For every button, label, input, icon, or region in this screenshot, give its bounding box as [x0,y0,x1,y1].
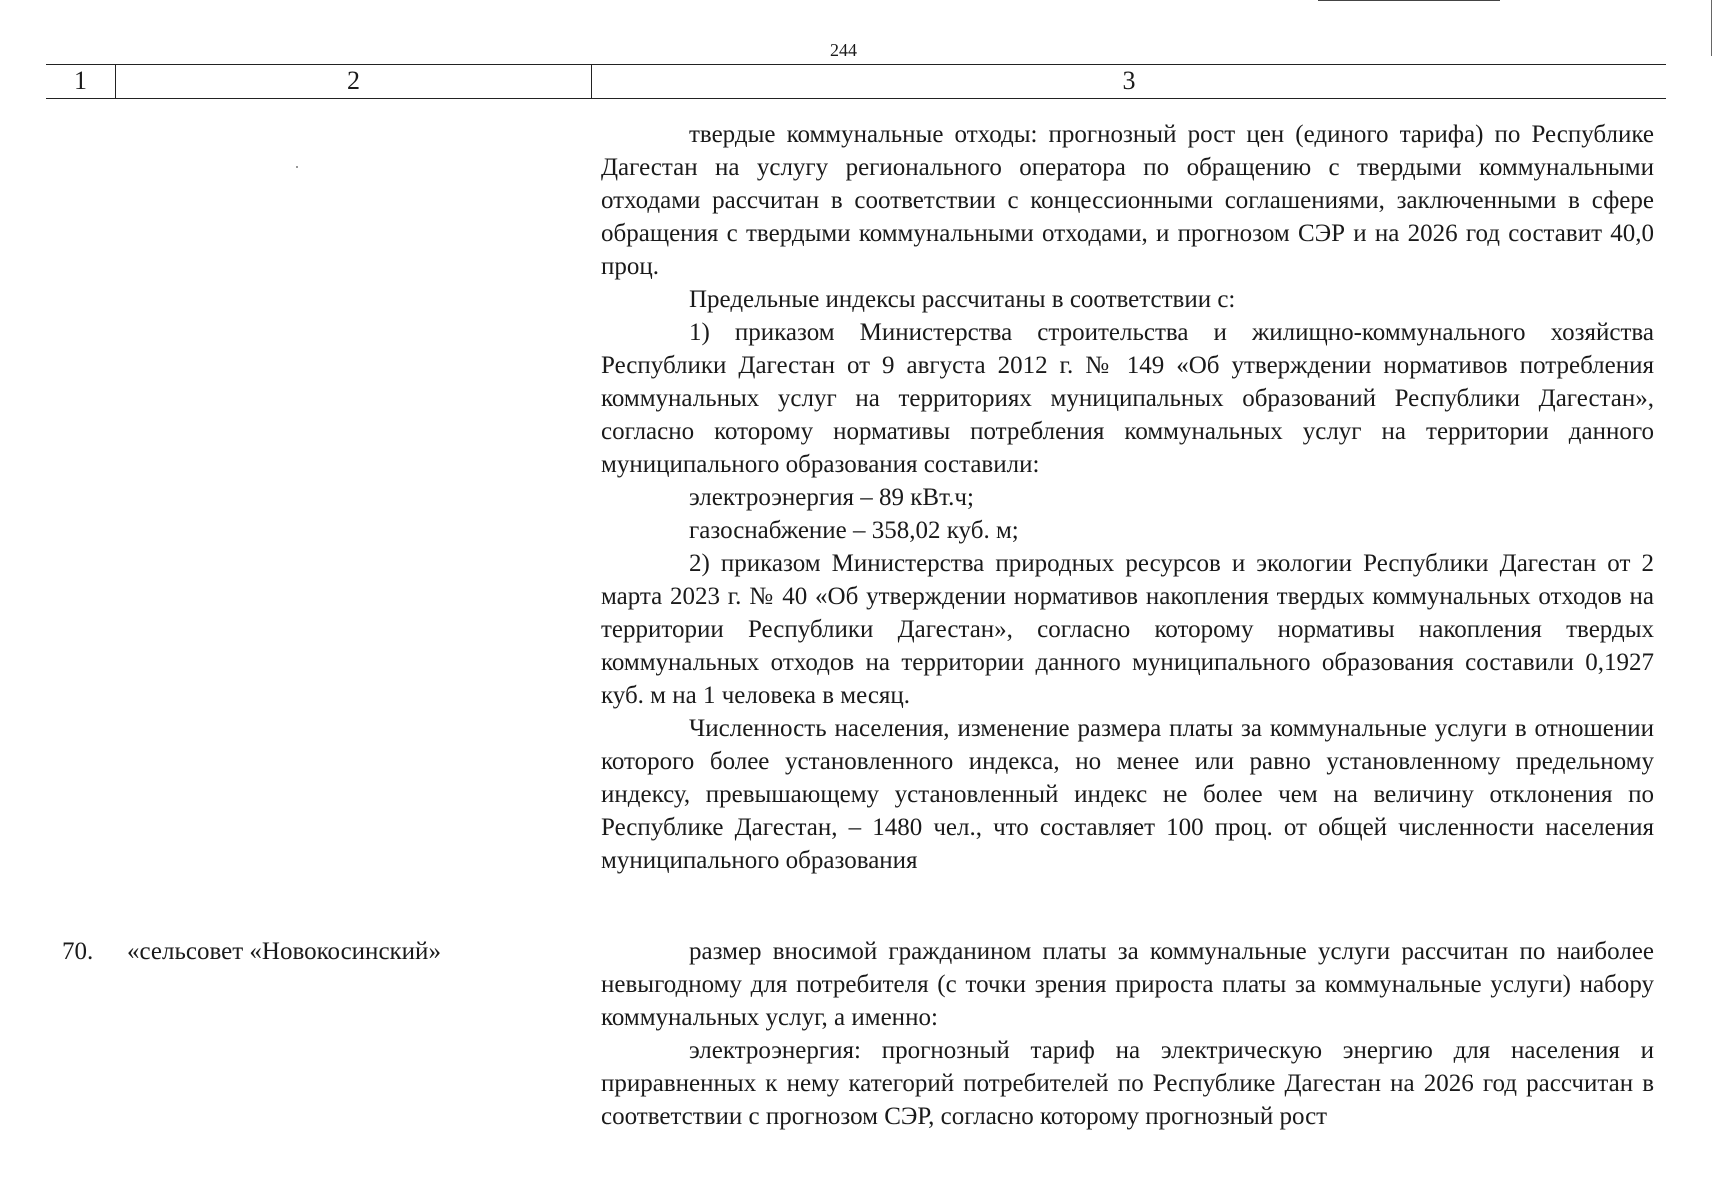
column-header-2: 2 [347,66,360,95]
municipality-name: «сельсовет «Новокосинский» [127,938,441,965]
row-continuation-text [601,118,1654,877]
page-number: 244 [830,40,857,60]
scan-edge-line [1711,0,1712,56]
paragraph: 2) приказом Министерства природных ресурсов и экологии Республики Дагестан от 2 марта 2023 г. № 40 «Об утверждении нормативов накопления твердых коммунальных отходов на территории Республики Дагестан», согласно которому нормативы накопления твердых коммунальных отходов на территории данного муниципального образования составили 0,1927 куб. м на 1 человека в месяц. [601,550,1654,709]
row-70-text [601,935,1654,1133]
paragraph: электроэнергия: прогнозный тариф на электрическую энергию для населения и приравненных к нему категорий потребителей по Республике Дагестан на 2026 год рассчитан в соответствии с прогнозом СЭР, согласно которому прогнозный рост [601,1037,1654,1130]
paragraph: газоснабжение – 358,02 куб. м; [689,517,1019,544]
table-header-bottom-rule [46,98,1666,99]
column-header-3: 3 [1122,66,1136,95]
paragraph: размер вносимой гражданином платы за коммунальные услуги рассчитан по наиболее невыгодному для потребителя (с точки зрения прироста платы за коммунальные услуги) набору коммунальных услуг, а именно: [601,938,1654,1031]
column-header-1: 1 [74,66,87,95]
paragraph: электроэнергия – 89 кВт.ч; [689,484,974,511]
scan-speck [296,166,298,168]
paragraph: твердые коммунальные отходы: прогнозный рост цен (единого тарифа) по Республике Дагестан на услугу регионального оператора по обращению с твердыми коммунальными отходами рассчитан в соответствии с концессионными соглашениями, заключенными в сфере обращения с твердыми коммунальными отходами, и прогнозом СЭР и на 2026 год составит 40,0 проц. [601,121,1654,280]
paragraph: Численность населения, изменение размера платы за коммунальные услуги в отношении которого более установленного индекса, но менее или равно установленному предельному индексу, превышающему установленный индекс не более чем на величину отклонения по Республике Дагестан, – 1480 чел., что составляет 100 проц. от общей численности населения муниципального образования [601,715,1654,874]
paragraph: Предельные индексы рассчитаны в соответствии с: [689,286,1236,313]
scan-edge-line [1318,0,1500,1]
row-number: 70. [62,938,94,965]
paragraph: 1) приказом Министерства строительства и жилищно-коммунального хозяйства Республики Дагестан от 9 августа 2012 г. № 149 «Об утверждении нормативов потребления коммунальных услуг на территориях муниципальных образований Республики Дагестан», согласно которому нормативы потребления коммунальных услуг на территории данного муниципального образования составили: [601,319,1654,478]
